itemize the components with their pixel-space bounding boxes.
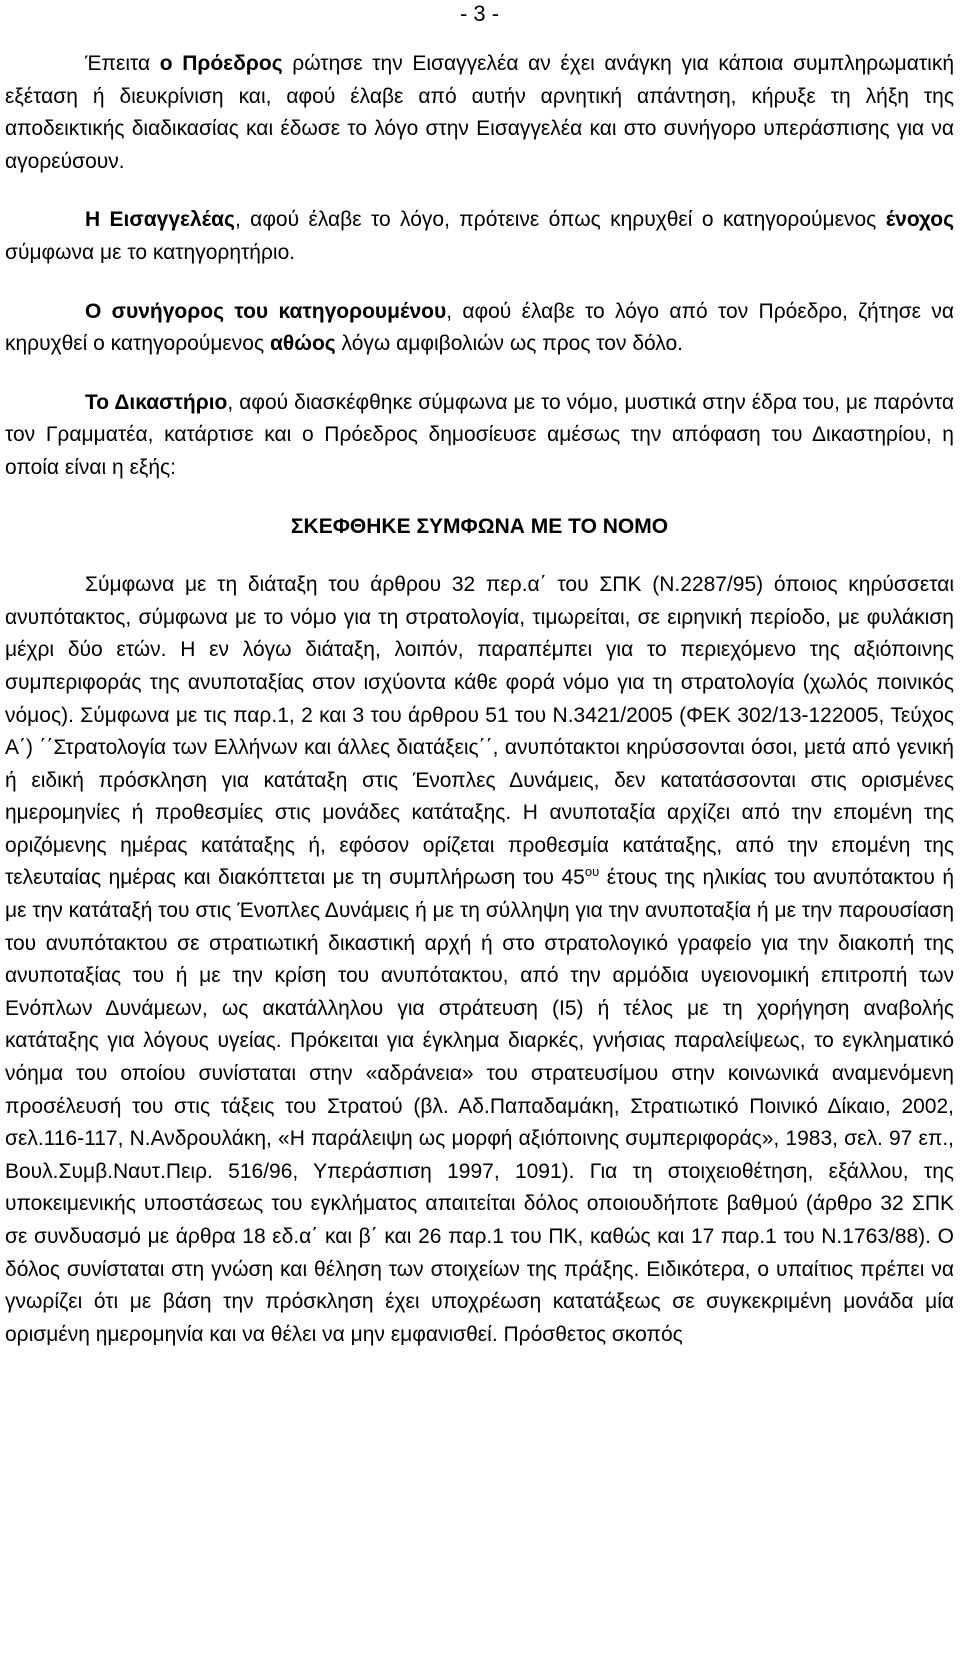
paragraph-prosecutor xyxy=(5,204,954,269)
paragraph-president-question xyxy=(5,48,954,178)
paragraph-gap xyxy=(5,543,954,569)
text-span: Έπειτα xyxy=(85,52,160,75)
paragraph-gap xyxy=(5,178,954,204)
paragraph-defense-counsel xyxy=(5,296,954,361)
bold-term: Ο συνήγορος του κατηγορουμένου xyxy=(85,299,447,323)
bold-term: Το Δικαστήριο xyxy=(85,390,228,414)
bold-term: ένοχος xyxy=(885,208,954,232)
text-span: , αφού έλαβε το λόγο από τον Πρόεδρο, ζήτησε να κηρυχθεί ο κατηγορούμενος xyxy=(5,299,954,356)
text-span: , αφού διασκέφθηκε σύμφωνα με το νόμο, μυστικά στην έδρα του, με παρόντα τον Γραμματέα, κατάρτισε και ο Πρόεδρος δημοσίευσε αμέσως την απόφαση του Δικαστηρίου, η οποία είναι η εξής: xyxy=(5,390,954,479)
text-span: σύμφωνα με το κατηγορητήριο. xyxy=(5,240,296,264)
paragraph-gap xyxy=(5,361,954,387)
text-span: έτους της ηλικίας του ανυπότακτου ή με την κατάταξή του στις Ένοπλες Δυνάμεις ή με τη σύλληψη για την ανυποταξία ή με την παρουσίαση του ανυπότακτου σε στρατιωτική δικαστική αρχή ή στο στρατολογικό γραφείο για την διακοπή της ανυποταξίας του ή με την κρίση του ανυπότακτου, από την αρμόδια υγειονομική επιτροπή των Ενόπλων Δυνάμεων, ως ακατάλληλου για στράτευση (Ι5) ή τέλος με τη χορήγηση αναβολής κατάταξης για λόγους υγείας. Πρόκειται για έγκλημα διαρκές, γνήσιας παραλείψεως, το εγκληματικό νόημα του οποίου συνίσταται στην «αδράνεια» του στρατευσίμου στην κοινωνικά αναμενόμενη προσέλευσή του στις τάξεις του Στρατού (βλ. Αδ.Παπαδαμάκη, Στρατιωτικό Ποινικό Δίκαιο, 2002, σελ.116-117, Ν.Ανδρουλάκη, «Η παράλειψη ως μορφή αξιόποινης συμπεριφοράς», 1983, σελ. 97 επ., Βουλ.Συμβ.Ναυτ.Πειρ. 516/96, Υπεράσπιση 1997, 1091). Για τη στοιχειοθέτηση, εξάλλου, της υποκειμενικής υποστάσεως του εγκλήματος απαιτείται δόλος οποιουδήποτε βαθμού (άρθρο 32 ΣΠΚ σε συνδυασμό με άρθρα 18 εδ.α΄ και β΄ και 26 παρ.1 του ΠΚ, καθώς και 17 παρ.1 του Ν.1763/88). Ο δόλος συνίσταται στη γνώση και θέληση των στοιχείων της πράξης. Ειδικότερα, ο υπαίτιος πρέπει να γνωρίζει ότι με βάση την πρόσκληση έχει υποχρέωση κατατάξεως σε συγκεκριμένη μονάδα μία ορισμένη ημερομηνία και να θέλει να μην εμφανισθεί. Πρόσθετος σκοπός xyxy=(5,866,954,1346)
paragraph-legal-reasoning xyxy=(5,569,954,1351)
page-number: - 3 - xyxy=(459,1,500,26)
ordinal-superscript: ου xyxy=(584,864,600,880)
text-span: λόγω αμφιβολιών ως προς τον δόλο. xyxy=(335,332,683,356)
bold-term: ο Πρόεδρος xyxy=(159,52,283,75)
text-span: , αφού έλαβε το λόγο, πρότεινε όπως κηρυχθεί ο κατηγορούμενος xyxy=(234,208,886,232)
section-heading: ΣΚΕΦΘΗΚΕ ΣΥΜΦΩΝΑ ΜΕ ΤΟ ΝΟΜΟ xyxy=(290,514,669,538)
paragraph-gap xyxy=(5,485,954,511)
text-span: Σύμφωνα με τη διάταξη του άρθρου 32 περ.α΄ του ΣΠΚ (Ν.2287/95) όποιος κηρύσσεται ανυπότακτος, σύμφωνα με το νόμο για τη στρατολογία, τιμωρείται, σε ειρηνική περίοδο, με φυλάκιση μέχρι δύο ετών. Η εν λόγω διάταξη, λοιπόν, παραπέμπει για το περιεχόμενο της αξιόποινης συμπεριφοράς της ανυποταξίας στον ισχύοντα κάθε φορά νόμο για τη στρατολογία (χωλός ποινικός νόμος). Σύμφωνα με τις παρ.1, 2 και 3 του άρθρου 51 του Ν.3421/2005 (ΦΕΚ 302/13-122005, Τεύχος Α΄) ΄΄Στρατολογία των Ελλήνων και άλλες διατάξεις΄΄, ανυπότακτοι κηρύσσονται όσοι, μετά από γενική ή ειδική πρόσκληση για κατάταξη στις Ένοπλες Δυνάμεις, δεν κατατάσσονται στις ορισμένες ημερομηνίες ή προθεσμίες στις μονάδες κατάταξης. Η ανυποταξία αρχίζει από την επομένη της οριζόμενης ημέρας κατάταξης ή, εφόσον ορίζεται προθεσμία κατάταξης, από την επομένη της τελευταίας ημέρας και διακόπτεται με τη συμπλήρωση του 45 xyxy=(5,573,954,890)
paragraph-gap xyxy=(5,270,954,296)
bold-term: αθώος xyxy=(269,332,336,356)
paragraph-court xyxy=(5,387,954,485)
text-span: ρώτησε την Εισαγγελέα αν έχει ανάγκη για κάποια συμπληρωματική εξέταση ή διευκρίνιση και, αφού έλαβε από αυτήν αρνητική απάντηση, κήρυξε τη λήξη της αποδεικτικής διαδικασίας και έδωσε το λόγο στην Εισαγγελέα και στο συνήγορο υπεράσπισης για να αγορεύσουν. xyxy=(5,52,955,173)
bold-term: Η Εισαγγελέας xyxy=(85,208,235,232)
